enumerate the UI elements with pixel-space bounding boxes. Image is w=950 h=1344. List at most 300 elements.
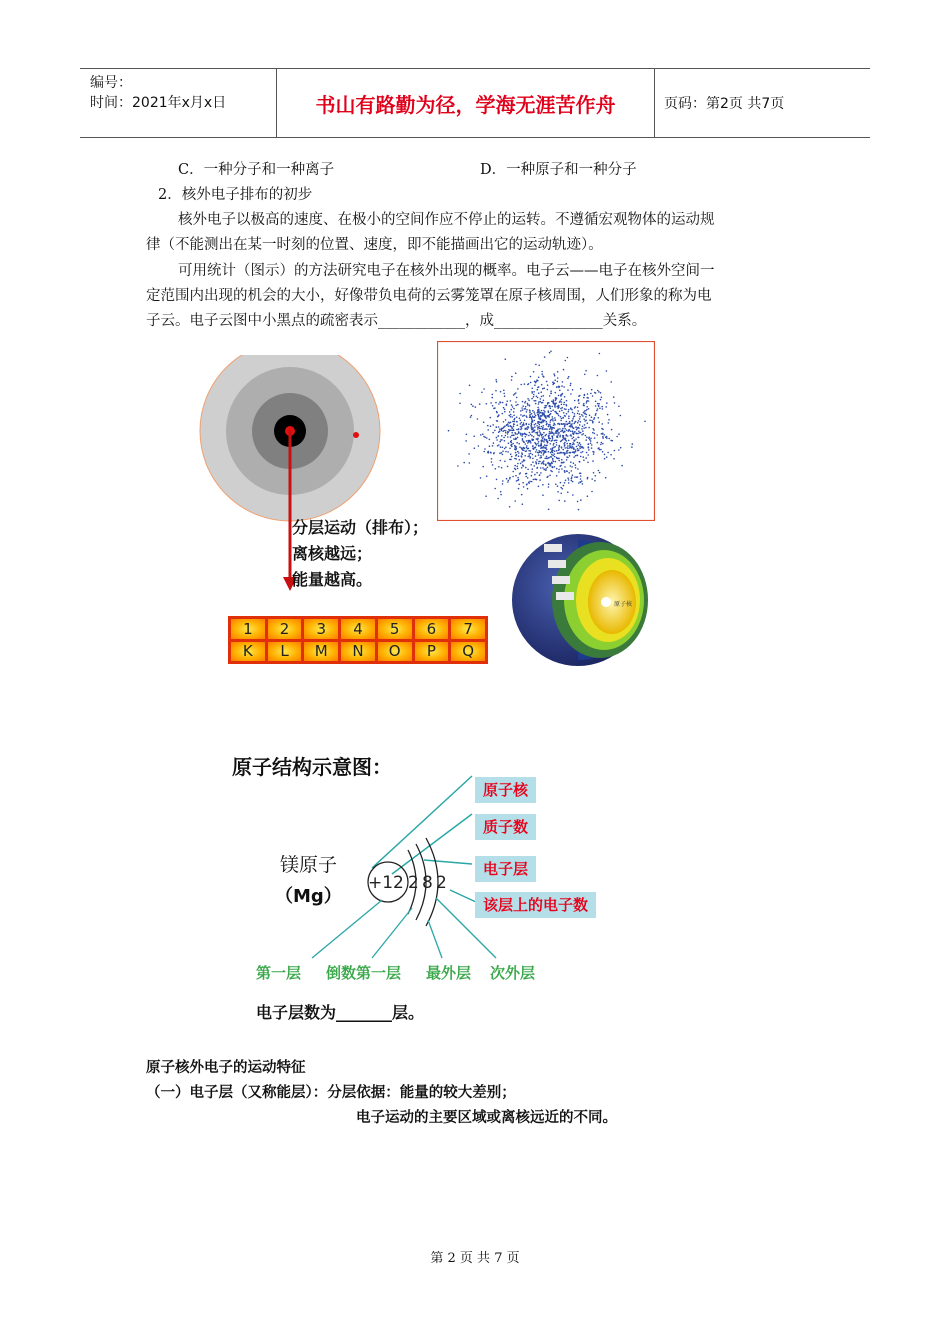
cloud-dot [517,451,519,453]
cloud-dot [468,453,470,455]
cloud-dot [543,376,545,378]
cloud-dot [577,468,579,470]
cloud-dot [535,461,537,463]
cloud-dot [575,451,577,453]
electron-count: 2 [436,873,447,893]
cloud-dot [550,392,552,394]
cloud-dot [562,449,564,451]
cloud-dot [557,381,559,383]
cloud-dot [554,440,556,442]
cloud-dot [511,404,513,406]
cloud-dot [549,431,551,433]
cloud-dot [551,466,553,468]
cloud-dot [513,415,515,417]
cloud-dot [567,435,569,437]
cloud-dot [539,474,541,476]
cloud-dot [575,421,577,423]
cloud-dot [561,394,563,396]
cloud-dot [545,439,547,441]
cloud-dot [531,429,533,431]
level-number: 1 [231,619,265,639]
cloud-dot [483,451,485,453]
cloud-dot [578,437,580,439]
cloud-dot [474,447,476,449]
cloud-dot [601,397,603,399]
shell-letter: O [378,642,412,662]
annotation-farther: 离核越远； [292,544,373,563]
cloud-dot [487,425,489,427]
cloud-dot [586,452,588,454]
cloud-dot [588,446,590,448]
cloud-dot [478,445,480,447]
cloud-dot [544,356,546,358]
cloud-dot [573,449,575,451]
cloud-dot [547,416,549,418]
cloud-dot [590,438,592,440]
cloud-dot [569,452,571,454]
cloud-dot [529,481,531,483]
cloud-dot [471,404,473,406]
cloud-dot [545,417,547,419]
cloud-dot [567,491,569,493]
cloud-dot [558,449,560,451]
cloud-dot [561,440,563,442]
cloud-dot [529,417,531,419]
cloud-dot [554,419,556,421]
cloud-dot [504,409,506,411]
cloud-dot [514,465,516,467]
cloud-dot [527,404,529,406]
cloud-dot [537,438,539,440]
cloud-dot [591,491,593,493]
cloud-dot [486,437,488,439]
cloud-dot [495,468,497,470]
cloud-dot [548,464,550,466]
cloud-dot [522,434,524,436]
annotation-layered: 分层运动（排布）； [292,518,429,537]
cloud-dot [566,456,568,458]
cloud-dot [543,387,545,389]
cloud-dot [553,403,555,405]
cloud-dot [524,455,526,457]
cloud-dot [548,402,550,404]
cloud-dot [518,484,520,486]
cloud-dot [568,411,570,413]
cloud-dot [537,428,539,430]
cloud-dot [553,373,555,375]
cloud-dot [565,423,567,425]
cloud-dot [518,443,520,445]
cloud-dot [536,449,538,451]
cloud-dot [532,415,534,417]
cloud-dot [598,405,600,407]
cloud-dot [578,395,580,397]
cloud-dot [490,425,492,427]
cloud-dot [521,407,523,409]
cloud-dot [535,451,537,453]
cloud-dot [575,406,577,408]
cloud-dot [560,420,562,422]
cloud-dot [542,427,544,429]
cloud-dot [522,415,524,417]
cloud-dot [531,471,533,473]
cloud-dot [541,384,543,386]
cloud-dot [572,444,574,446]
cloud-dot [558,415,560,417]
cloud-dot [589,439,591,441]
cloud-dot [531,435,533,437]
cloud-dot [502,402,504,404]
cloud-dot [548,509,550,511]
cloud-dot [495,390,497,392]
cloud-dot [600,449,602,451]
cloud-dot [465,440,467,442]
cloud-dot [583,459,585,461]
cloud-dot [533,391,535,393]
cloud-dot [530,456,532,458]
cloud-dot [526,447,528,449]
cloud-dot [598,391,600,393]
cloud-dot [500,494,502,496]
cloud-dot [606,370,608,372]
cloud-dot [528,404,530,406]
cloud-dot [505,432,507,434]
cloud-dot [587,393,589,395]
cloud-dot [475,406,477,408]
cloud-dot [567,389,569,391]
cloud-dot [490,402,492,404]
cloud-dot [517,477,519,479]
cloud-dot [591,478,593,480]
level-number: 3 [304,619,338,639]
cloud-dot [581,414,583,416]
cloud-dot [551,471,553,473]
cloud-dot [517,463,519,465]
cloud-dot [546,381,548,383]
cloud-dot [558,405,560,407]
cloud-dot [577,422,579,424]
cloud-dot [547,389,549,391]
cloud-dot [597,390,599,392]
cloud-dot [503,437,505,439]
cloud-dot [560,493,562,495]
cloud-dot [564,426,566,428]
electron-count: 2 [408,873,419,893]
cloud-dot [528,400,530,402]
cloud-dot [581,480,583,482]
cloud-dot [614,402,616,404]
cloud-dot [591,416,593,418]
cloud-dot [585,439,587,441]
cloud-dot [538,450,540,452]
cloud-dot [549,421,551,423]
cloud-dot [522,401,524,403]
cloud-dot [580,444,582,446]
cloud-dot [578,482,580,484]
cloud-dot [543,425,545,427]
paragraph-line: 可用统计（图示）的方法研究电子在核外出现的概率。电子云——电子在核外空间一 [178,263,715,279]
cloud-dot [520,423,522,425]
cloud-dot [539,457,541,459]
cloud-dot [502,447,504,449]
page-footer: 第 2 页 共 7 页 [430,1251,520,1266]
cloud-dot [558,460,560,462]
cloud-dot [598,403,600,405]
cloud-dot [549,438,551,440]
cloud-dot [540,401,542,403]
cloud-dot [616,436,618,438]
cloud-dot [497,415,499,417]
cloud-dot [559,411,561,413]
cloud-dot [566,429,568,431]
cloud-dot [562,439,564,441]
cloud-dot [573,456,575,458]
cloud-dot [563,386,565,388]
cloud-dot [608,438,610,440]
cloud-dot [527,488,529,490]
cloud-dot [592,460,594,462]
cloud-dot [544,415,546,417]
cloud-dot [597,403,599,405]
cloud-dot [501,452,503,454]
cloud-dot [554,450,556,452]
cloud-dot [487,451,489,453]
cloud-dot [604,458,606,460]
cloud-dot [538,454,540,456]
cloud-dot [551,440,553,442]
cloud-dot [516,442,518,444]
cloud-dot [570,465,572,467]
cloud-dot [550,464,552,466]
cloud-dot [540,428,542,430]
cloud-dot [521,494,523,496]
cloud-dot [520,414,522,416]
cloud-dot [576,446,578,448]
cloud-dot [549,475,551,477]
cloud-dot [508,443,510,445]
cloud-dot [550,390,552,392]
cloud-dot [607,414,609,416]
cloud-dot [578,449,580,451]
cloud-dot [517,424,519,426]
cloud-dot [528,383,530,385]
cloud-dot [520,384,522,386]
cloud-dot [591,444,593,446]
cloud-dot [510,453,512,455]
cloud-dot [522,449,524,451]
shell-letter: L [268,642,302,662]
cloud-dot [579,443,581,445]
cloud-dot [544,447,546,449]
cloud-dot [561,399,563,401]
cloud-dot [564,500,566,502]
cloud-dot [573,423,575,425]
cloud-dot [533,465,535,467]
cloud-dot [571,478,573,480]
cloud-dot [486,403,488,405]
cloud-dot [542,494,544,496]
cloud-dot [579,481,581,483]
cloud-dot [602,451,604,453]
cloud-dot [561,418,563,420]
cloud-dot [564,415,566,417]
cloud-dot [610,454,612,456]
cloud-dot [481,392,483,394]
cloud-dot [539,451,541,453]
cloud-dot [583,397,585,399]
cloud-dot [522,464,524,466]
cloud-dot [523,447,525,449]
cloud-dot [565,360,567,362]
cloud-dot [578,420,580,422]
cloud-dot [596,434,598,436]
cloud-dot [577,448,579,450]
cloud-dot [516,421,518,423]
diagram-title: 原子结构示意图： [232,755,392,779]
cloud-dot [503,390,505,392]
level-number: 2 [268,619,302,639]
cloud-dot [539,419,541,421]
cloud-dot [545,435,547,437]
cloud-dot [563,485,565,487]
cloud-dot [505,435,507,437]
cloud-dot [554,466,556,468]
cloud-dot [620,415,622,417]
cloud-dot [556,468,558,470]
layer-count-question: 电子层数为_______层。 [256,1003,425,1022]
cloud-dot [523,422,525,424]
cloud-dot [538,365,540,367]
cloud-dot [486,475,488,477]
cloud-dot [528,453,530,455]
cloud-dot [533,371,535,373]
cloud-dot [539,479,541,481]
cloud-dot [511,435,513,437]
cloud-dot [587,422,589,424]
cloud-dot [492,394,494,396]
cloud-dot [571,470,573,472]
cloud-dot [495,379,497,381]
cloud-dot [570,434,572,436]
cloud-dot [502,454,504,456]
cloud-dot [574,415,576,417]
cloud-dot [525,476,527,478]
cloud-dot [558,458,560,460]
cloud-dot [544,428,546,430]
cloud-dot [524,383,526,385]
cloud-dot [598,421,600,423]
cloud-dot [511,446,513,448]
cloud-dot [614,450,616,452]
cloud-dot [507,436,509,438]
cloud-dot [541,452,543,454]
cloud-dot [559,390,561,392]
cloud-dot [556,450,558,452]
cloud-dot [569,445,571,447]
cloud-dot [602,408,604,410]
cloud-dot [596,410,598,412]
cloud-dot [572,389,574,391]
cloud-dot [600,392,602,394]
cloud-dot [534,416,536,418]
cloud-dot [556,440,558,442]
label-second-outer-shell: 次外层 [490,964,536,982]
level-number: 4 [341,619,375,639]
cloud-dot [573,462,575,464]
cloud-dot [547,403,549,405]
cloud-dot [534,413,536,415]
cloud-dot [536,472,538,474]
cloud-dot [561,423,563,425]
cloud-dot [561,468,563,470]
cloud-dot [506,400,508,402]
cloud-dot [564,423,566,425]
cloud-dot [553,461,555,463]
cloud-dot [541,434,543,436]
cloud-dot [578,402,580,404]
cloud-dot [577,476,579,478]
cloud-dot [552,447,554,449]
cloud-dot [543,452,545,454]
cloud-dot [498,466,500,468]
cloud-dot [549,428,551,430]
cloud-dot [496,439,498,441]
cloud-dot [541,371,543,373]
cloud-dot [561,404,563,406]
cloud-dot [569,443,571,445]
cloud-dot [542,461,544,463]
cloud-dot [517,468,519,470]
cloud-dot [559,424,561,426]
cloud-dot [473,435,475,437]
cloud-dot [566,471,568,473]
cloud-dot [515,475,517,477]
electron-cloud-figure [437,341,655,521]
cloud-dot [577,433,579,435]
cloud-dot [463,462,465,464]
cloud-dot [587,478,589,480]
cloud-dot [489,439,491,441]
cloud-dot [521,467,523,469]
cloud-dot [602,436,604,438]
cloud-dot [610,381,612,383]
cloud-dot [560,487,562,489]
shell-letter: Q [451,642,485,662]
cloud-dot [544,444,546,446]
cloud-dot [558,471,560,473]
cloud-dot [532,410,534,412]
cloud-dot [548,426,550,428]
cloud-dot [632,443,634,445]
cloud-dot [537,433,539,435]
cloud-dot [543,436,545,438]
cloud-dot [519,418,521,420]
cloud-dot [550,448,552,450]
cloud-dot [519,459,521,461]
cloud-dot [579,424,581,426]
cloud-dot [504,411,506,413]
cloud-dot [564,454,566,456]
cloud-dot [527,442,529,444]
cloud-dot [580,473,582,475]
number-label: 编号： [90,75,132,91]
cloud-dot [533,394,535,396]
cloud-dot [538,463,540,465]
cloud-dot [539,430,541,432]
cloud-dot [515,446,517,448]
cloud-dot [570,446,572,448]
cloud-dot [553,382,555,384]
